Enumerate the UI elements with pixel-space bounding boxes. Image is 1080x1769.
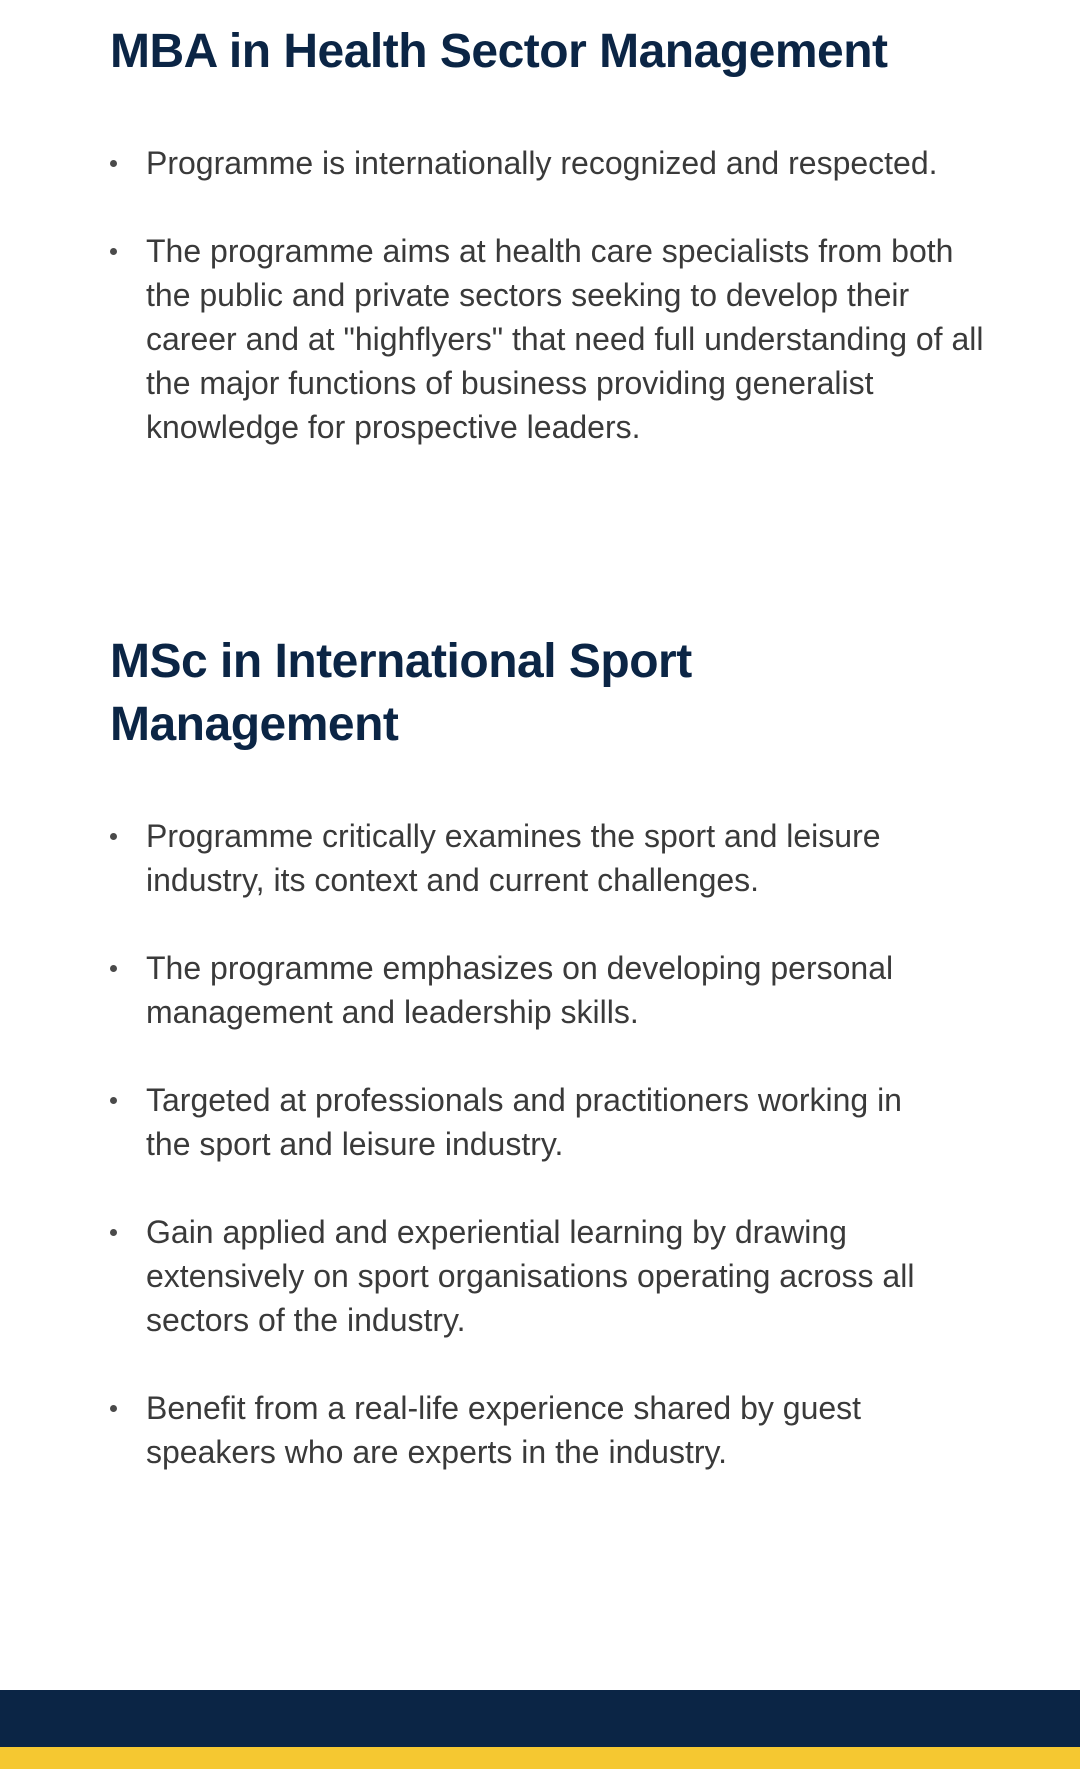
bullet-icon: [110, 965, 117, 972]
bullet-list: [110, 814, 930, 1474]
list-item: [110, 229, 990, 449]
bullet-icon: [110, 160, 117, 167]
list-item: [110, 946, 930, 1034]
bullet-icon: [110, 248, 117, 255]
section-msc-sport: [110, 630, 990, 1474]
footer-band-navy: [0, 1690, 1080, 1747]
list-item-text: Benefit from a real-life experience shared by guest speakers who are experts in the industry.: [146, 1390, 862, 1470]
list-item: [110, 814, 930, 902]
section-title: MBA in Health Sector Management: [110, 25, 888, 78]
list-item: [110, 1210, 930, 1342]
bullet-icon: [110, 1229, 117, 1236]
list-item-text: Programme is internationally recognized and respected.: [146, 145, 938, 181]
bullet-icon: [110, 833, 117, 840]
list-item: [110, 1386, 930, 1474]
list-item-text: The programme emphasizes on developing personal management and leadership skills.: [146, 950, 894, 1030]
list-item: [110, 141, 990, 185]
section-title: MSc in International Sport Management: [110, 635, 692, 751]
footer-band-yellow: [0, 1747, 1080, 1769]
list-item-text: Programme critically examines the sport and leisure industry, its context and current challenges.: [146, 818, 881, 898]
section-mba-health: [110, 20, 990, 449]
list-item-text: Gain applied and experiential learning by drawing extensively on sport organisations operating across all sectors of the industry.: [146, 1214, 915, 1338]
list-item: [110, 1078, 930, 1166]
list-item-text: The programme aims at health care specialists from both the public and private sectors seeking to develop their career and at "highflyers" that need full understanding of all the major functions of business providing generalist knowledge for prospective leaders.: [146, 233, 984, 445]
bullet-icon: [110, 1097, 117, 1104]
bullet-list: [110, 141, 990, 449]
list-item-text: Targeted at professionals and practitioners working in the sport and leisure industry.: [146, 1082, 902, 1162]
bullet-icon: [110, 1405, 117, 1412]
